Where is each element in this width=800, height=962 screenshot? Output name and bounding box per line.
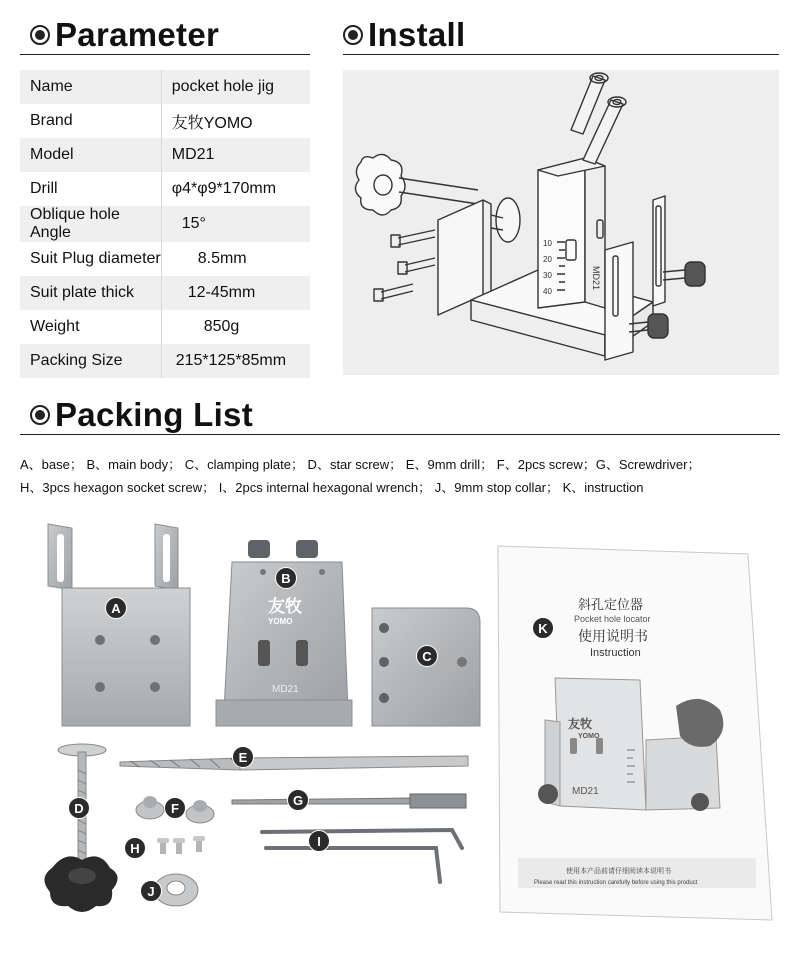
label-a: A	[105, 597, 127, 619]
param-value: φ4*φ9*170mm	[161, 172, 310, 206]
label-k: K	[532, 617, 554, 639]
param-value: pocket hole jig	[161, 70, 310, 104]
label-f: F	[164, 797, 186, 819]
param-value: 友牧YOMO	[161, 104, 310, 138]
table-row	[20, 344, 310, 378]
manual-title-cn-2: 使用说明书	[578, 629, 648, 645]
manual-footer-en: Please read this instruction carefully before using this product	[534, 880, 698, 886]
param-name: Suit plate thick	[20, 276, 161, 310]
table-row	[20, 276, 310, 310]
manual-pic-model: MD21	[572, 786, 599, 797]
parameter-table	[20, 70, 310, 378]
body-model-text: MD21	[591, 266, 601, 291]
param-name: Oblique hole Angle	[20, 206, 161, 242]
table-row	[20, 104, 310, 138]
table-row	[20, 138, 310, 172]
install-heading	[343, 16, 465, 54]
install-diagram	[343, 70, 779, 375]
param-name: Packing Size	[20, 344, 161, 378]
param-value: 850g	[161, 310, 310, 344]
bullet-icon	[343, 25, 363, 45]
instruction-manual-part	[498, 546, 772, 920]
packing-heading	[30, 396, 253, 434]
wrenches-part	[262, 830, 462, 882]
screwdriver-part	[232, 794, 466, 808]
table-row	[20, 310, 310, 344]
param-name: Weight	[20, 310, 161, 344]
scale-mark: 40	[543, 287, 552, 296]
label-e: E	[232, 746, 254, 768]
drill-part	[120, 756, 468, 770]
base-part	[48, 524, 190, 726]
parameter-rule	[20, 54, 310, 55]
manual-title-cn: 斜孔定位器	[578, 598, 644, 613]
bullet-icon	[30, 405, 50, 425]
parameter-title: Parameter	[55, 16, 220, 53]
manual-footer-cn: 使用本产品前请仔细阅读本说明书	[566, 867, 671, 875]
param-name: Name	[20, 70, 161, 104]
main-body-brand: 友牧	[268, 597, 302, 617]
param-name: Brand	[20, 104, 161, 138]
scale-mark: 10	[543, 239, 552, 248]
product-photo-drawing	[0, 510, 800, 957]
param-value: MD21	[161, 138, 310, 172]
bullet-icon	[30, 25, 50, 45]
label-c: C	[416, 645, 438, 667]
main-body-model: MD21	[272, 684, 299, 695]
param-value: 8.5mm	[161, 242, 310, 276]
manual-subtitle-en: Pocket hole locator	[574, 614, 651, 624]
manual-pic-brand: 友牧	[568, 717, 593, 731]
label-j: J	[140, 880, 162, 902]
product-photo	[0, 510, 800, 957]
packing-line-1: A、base； B、main body； C、clamping plate； D、star screw； E、9mm drill； F、2pcs screw；G、Screwdriver；	[20, 457, 701, 472]
table-row	[20, 242, 310, 276]
param-name: Suit Plug diameter	[20, 242, 161, 276]
hex-screws-part	[157, 836, 205, 854]
packing-rule	[20, 434, 780, 435]
install-rule	[343, 54, 779, 55]
label-b: B	[275, 567, 297, 589]
label-h: H	[124, 837, 146, 859]
param-value: 12-45mm	[161, 276, 310, 310]
star-screw-part	[44, 744, 117, 912]
main-body-brand-en: YOMO	[268, 617, 293, 626]
manual-title-en: Instruction	[590, 647, 641, 659]
param-name: Drill	[20, 172, 161, 206]
param-value: 215*125*85mm	[161, 344, 310, 378]
table-row	[20, 172, 310, 206]
packing-title: Packing List	[55, 396, 253, 433]
scale-mark: 30	[543, 271, 552, 280]
install-diagram-drawing	[343, 70, 779, 375]
table-row	[20, 206, 310, 242]
scale-mark: 20	[543, 255, 552, 264]
packing-line-2: H、3pcs hexagon socket screw； I、2pcs internal hexagonal wrench； J、9mm stop collar； K、instruction	[20, 480, 644, 495]
parameter-heading	[30, 16, 219, 54]
param-name: Model	[20, 138, 161, 172]
label-g: G	[287, 789, 309, 811]
manual-pic-brand-en: YOMO	[578, 733, 600, 740]
install-title: Install	[368, 16, 466, 53]
clamping-plate-part	[372, 608, 480, 726]
label-d: D	[68, 797, 90, 819]
label-i: I	[308, 830, 330, 852]
table-row	[20, 70, 310, 104]
param-value: 15°	[161, 206, 310, 242]
